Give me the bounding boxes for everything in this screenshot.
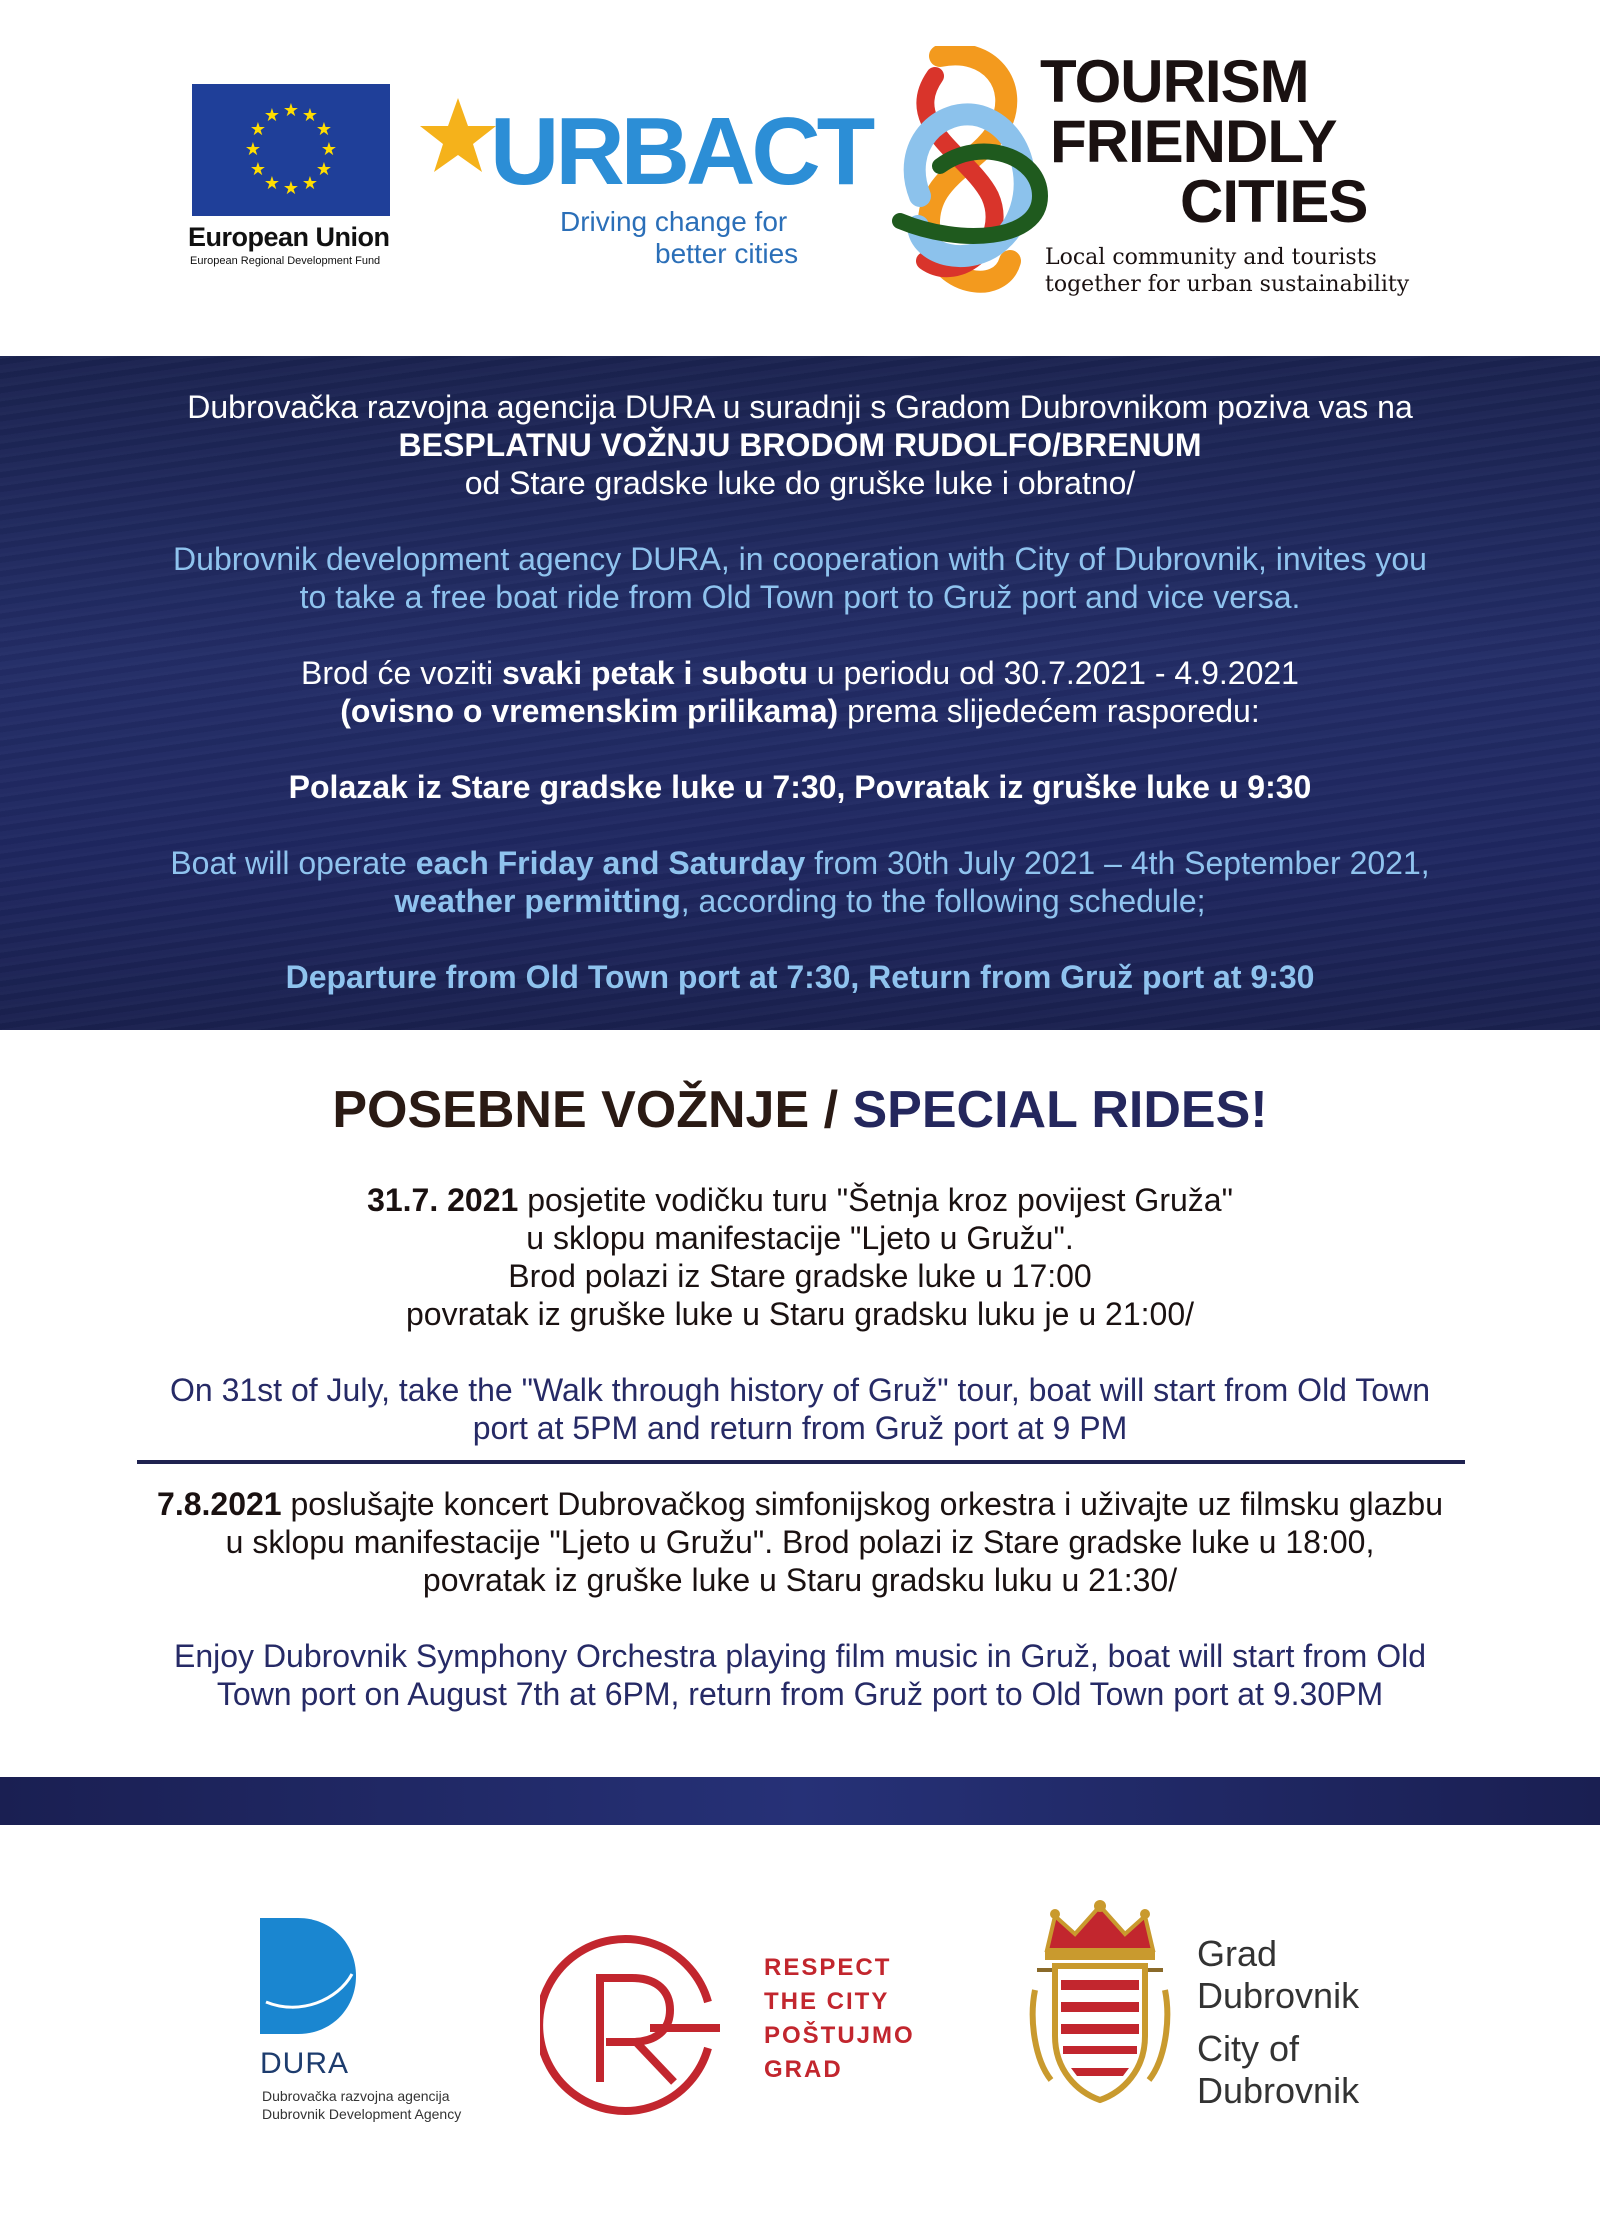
- tfc-title-2: FRIENDLY: [1050, 108, 1337, 175]
- eu-flag-logo: [192, 84, 390, 216]
- ride2-en-line-1: Enjoy Dubrovnik Symphony Orchestra playing film music in Gruž, boat will start from Old: [174, 1638, 1426, 1674]
- special-rides-title: POSEBNE VOŽNJE / SPECIAL RIDES!: [332, 1081, 1268, 1139]
- city-name-en-2: Dubrovnik: [1197, 2070, 1360, 2111]
- bottom-band: [0, 1777, 1600, 1825]
- ride1-hr-line-2: u sklopu manifestacije "Ljeto u Gružu".: [526, 1220, 1074, 1256]
- ride2-hr-line-2: u sklopu manifestacije "Ljeto u Gružu". Brod polazi iz Stare gradske luke u 18:00,: [225, 1524, 1375, 1560]
- ride1-hr-line-3: Brod polazi iz Stare gradske luke u 17:00: [508, 1258, 1092, 1294]
- svg-text:★: ★: [249, 159, 267, 179]
- respect-the-city-logo-icon: [540, 1932, 720, 2118]
- invitation-band: [0, 356, 1600, 1030]
- svg-text:★: ★: [301, 173, 319, 193]
- hr-intro-line-3: od Stare gradske luke do gruške luke i obratno/: [464, 465, 1136, 501]
- ride2-en-line-2: Town port on August 7th at 6PM, return from Gruž port to Old Town port at 9.30PM: [216, 1676, 1384, 1712]
- hr-intro-headline: BESPLATNU VOŽNJU BRODOM RUDOLFO/BRENUM: [398, 427, 1202, 463]
- section-divider: [137, 1460, 1465, 1464]
- svg-text:★: ★: [315, 119, 333, 139]
- eu-title: European Union: [188, 222, 390, 252]
- respect-line-2: THE CITY: [764, 1988, 890, 2015]
- dura-subtitle-2: Dubrovnik Development Agency: [262, 2106, 462, 2122]
- hr-schedule-line-1: Brod će voziti svaki petak i subotu u periodu od 30.7.2021 - 4.9.2021: [301, 655, 1299, 691]
- dura-logo-icon: [260, 1918, 356, 2034]
- city-name-hr-1: Grad: [1197, 1933, 1278, 1974]
- city-coat-of-arms-icon: [1025, 1900, 1175, 2110]
- urbact-wordmark: URBACT: [490, 98, 872, 205]
- ride1-en-line-2: port at 5PM and return from Gruž port at 9 PM: [472, 1410, 1128, 1446]
- ride2-hr-line-3: povratak iz gruške luke u Staru gradsku luku u 21:30/: [422, 1562, 1178, 1598]
- respect-line-4: GRAD: [764, 2056, 843, 2083]
- respect-line-3: POŠTUJMO: [764, 2022, 915, 2049]
- eu-subtitle: European Regional Development Fund: [190, 255, 381, 267]
- svg-text:★: ★: [244, 139, 262, 159]
- svg-text:★: ★: [263, 173, 281, 193]
- svg-text:★: ★: [320, 139, 338, 159]
- hr-intro-line-1: Dubrovačka razvojna agencija DURA u suradnji s Gradom Dubrovnikom poziva vas na: [187, 389, 1413, 425]
- svg-text:★: ★: [315, 159, 333, 179]
- en-intro-line-1: Dubrovnik development agency DURA, in cooperation with City of Dubrovnik, invites you: [173, 541, 1427, 577]
- svg-text:★: ★: [301, 105, 319, 125]
- city-name-en-1: City of: [1197, 2028, 1300, 2069]
- tfc-tagline-2: together for urban sustainability: [1045, 272, 1410, 297]
- en-intro-line-2: to take a free boat ride from Old Town port to Gruž port and vice versa.: [299, 579, 1301, 615]
- svg-text:★: ★: [282, 100, 300, 120]
- ride1-hr-line-1: 31.7. 2021 posjetite vodičku turu "Šetnja kroz povijest Gruža": [367, 1182, 1233, 1218]
- svg-text:★: ★: [263, 105, 281, 125]
- svg-text:★: ★: [282, 178, 300, 198]
- urbact-tagline-2: better cities: [655, 238, 799, 269]
- en-schedule-line-2: weather permitting, according to the following schedule;: [394, 883, 1206, 919]
- dura-subtitle-1: Dubrovačka razvojna agencija: [262, 2088, 450, 2104]
- en-schedule-line-1: Boat will operate each Friday and Saturday from 30th July 2021 – 4th September 2021,: [170, 845, 1430, 881]
- urbact-star-icon: [418, 96, 498, 176]
- hr-schedule-line-2: (ovisno o vremenskim prilikama) prema slijedećem rasporedu:: [340, 693, 1260, 729]
- tourism-friendly-cities-swirl-icon: [880, 46, 1060, 308]
- ride2-hr-line-1: 7.8.2021 poslušajte koncert Dubrovačkog simfonijskog orkestra i uživajte uz filmsku glazbu: [157, 1486, 1443, 1522]
- tfc-title-1: TOURISM: [1040, 48, 1309, 115]
- eu-stars-icon: [192, 84, 390, 216]
- tfc-tagline-1: Local community and tourists: [1045, 245, 1377, 270]
- respect-line-1: RESPECT: [764, 1954, 892, 1981]
- ride1-hr-line-4: povratak iz gruške luke u Staru gradsku luku je u 21:00/: [406, 1296, 1194, 1332]
- svg-text:★: ★: [249, 119, 267, 139]
- city-name-hr-2: Dubrovnik: [1197, 1975, 1360, 2016]
- tfc-title-3: CITIES: [1180, 168, 1368, 235]
- ride1-en-line-1: On 31st of July, take the "Walk through history of Gruž" tour, boat will start from Old Town: [170, 1372, 1430, 1408]
- dura-name: DURA: [260, 2047, 350, 2080]
- hr-times: Polazak iz Stare gradske luke u 7:30, Povratak iz gruške luke u 9:30: [288, 769, 1312, 805]
- en-times: Departure from Old Town port at 7:30, Return from Gruž port at 9:30: [285, 959, 1315, 995]
- urbact-tagline-1: Driving change for: [560, 206, 788, 237]
